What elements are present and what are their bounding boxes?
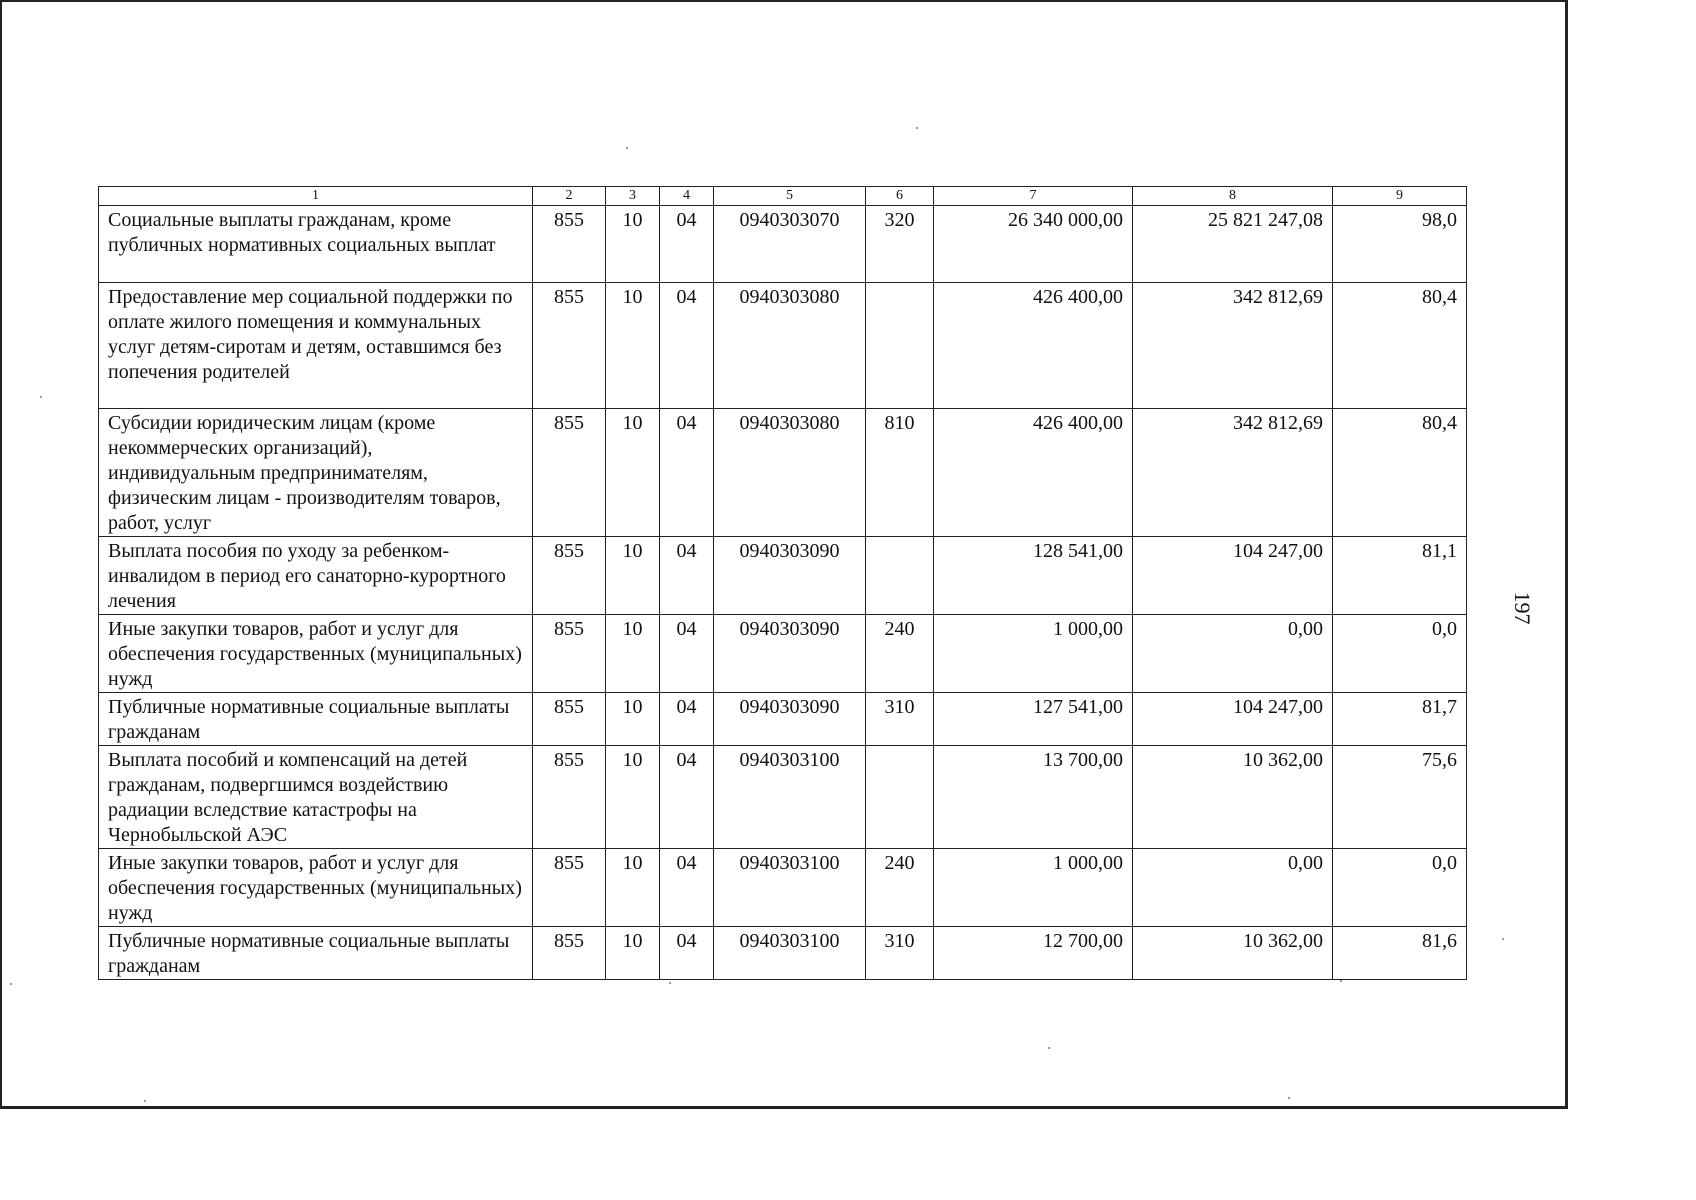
actual-amount: 104 247,00 (1133, 693, 1333, 746)
scan-speck (669, 982, 671, 984)
column-number: 9 (1333, 187, 1467, 206)
target-article-code: 0940303100 (714, 927, 866, 980)
column-number: 3 (606, 187, 660, 206)
scan-speck (10, 983, 12, 985)
subsection-code: 04 (660, 693, 714, 746)
column-number: 2 (533, 187, 606, 206)
expense-type-code (866, 746, 934, 849)
target-article-code: 0940303070 (714, 206, 866, 283)
section-code: 10 (606, 746, 660, 849)
column-number: 8 (1133, 187, 1333, 206)
target-article-code: 0940303100 (714, 746, 866, 849)
subsection-code: 04 (660, 206, 714, 283)
row-description: Публичные нормативные социальные выплаты гражданам (99, 927, 533, 980)
actual-amount: 0,00 (1133, 849, 1333, 927)
subsection-code: 04 (660, 409, 714, 537)
execution-percent: 0,0 (1333, 615, 1467, 693)
admin-code: 855 (533, 283, 606, 409)
scan-speck (1288, 1097, 1290, 1099)
section-code: 10 (606, 849, 660, 927)
actual-amount: 10 362,00 (1133, 927, 1333, 980)
subsection-code: 04 (660, 746, 714, 849)
admin-code: 855 (533, 927, 606, 980)
section-code: 10 (606, 615, 660, 693)
section-code: 10 (606, 537, 660, 615)
planned-amount: 426 400,00 (934, 283, 1133, 409)
execution-percent: 81,1 (1333, 537, 1467, 615)
scan-speck (626, 147, 628, 149)
scan-speck (40, 396, 42, 398)
planned-amount: 26 340 000,00 (934, 206, 1133, 283)
actual-amount: 10 362,00 (1133, 746, 1333, 849)
actual-amount: 0,00 (1133, 615, 1333, 693)
target-article-code: 0940303090 (714, 693, 866, 746)
table-row (99, 537, 1467, 615)
subsection-code: 04 (660, 283, 714, 409)
expense-type-code (866, 537, 934, 615)
column-number: 1 (99, 187, 533, 206)
column-number-row (99, 187, 1467, 206)
subsection-code: 04 (660, 537, 714, 615)
row-description: Предоставление мер социальной поддержки по оплате жилого помещения и коммунальных услуг детям-сиротам и детям, оставшимся без попечения родителей (99, 283, 533, 409)
row-description: Выплата пособий и компенсаций на детей гражданам, подвергшимся воздействию радиации вследствие катастрофы на Чернобыльской АЭС (99, 746, 533, 849)
row-description: Иные закупки товаров, работ и услуг для обеспечения государственных (муниципальных) нужд (99, 849, 533, 927)
planned-amount: 426 400,00 (934, 409, 1133, 537)
row-description: Социальные выплаты гражданам, кроме публичных нормативных социальных выплат (99, 206, 533, 283)
page-number: 197 (1510, 591, 1535, 625)
execution-percent: 75,6 (1333, 746, 1467, 849)
table-row (99, 283, 1467, 409)
column-number: 7 (934, 187, 1133, 206)
row-description: Иные закупки товаров, работ и услуг для обеспечения государственных (муниципальных) нужд (99, 615, 533, 693)
column-number: 5 (714, 187, 866, 206)
admin-code: 855 (533, 693, 606, 746)
target-article-code: 0940303080 (714, 283, 866, 409)
table-row (99, 927, 1467, 980)
execution-percent: 80,4 (1333, 409, 1467, 537)
expense-type-code: 310 (866, 927, 934, 980)
execution-percent: 80,4 (1333, 283, 1467, 409)
admin-code: 855 (533, 206, 606, 283)
planned-amount: 1 000,00 (934, 615, 1133, 693)
target-article-code: 0940303080 (714, 409, 866, 537)
planned-amount: 128 541,00 (934, 537, 1133, 615)
scan-speck (1048, 1047, 1050, 1049)
section-code: 10 (606, 927, 660, 980)
subsection-code: 04 (660, 849, 714, 927)
table-row (99, 746, 1467, 849)
expense-type-code: 810 (866, 409, 934, 537)
column-number: 4 (660, 187, 714, 206)
table-row (99, 206, 1467, 283)
expense-type-code: 240 (866, 615, 934, 693)
budget-table (98, 186, 1467, 980)
scan-speck (1502, 938, 1504, 940)
planned-amount: 127 541,00 (934, 693, 1133, 746)
execution-percent: 0,0 (1333, 849, 1467, 927)
scan-speck (1340, 980, 1342, 982)
section-code: 10 (606, 206, 660, 283)
table-row (99, 849, 1467, 927)
expense-type-code: 320 (866, 206, 934, 283)
admin-code: 855 (533, 849, 606, 927)
expense-type-code (866, 283, 934, 409)
execution-percent: 98,0 (1333, 206, 1467, 283)
table-row (99, 693, 1467, 746)
admin-code: 855 (533, 746, 606, 849)
subsection-code: 04 (660, 615, 714, 693)
section-code: 10 (606, 693, 660, 746)
execution-percent: 81,6 (1333, 927, 1467, 980)
planned-amount: 13 700,00 (934, 746, 1133, 849)
planned-amount: 1 000,00 (934, 849, 1133, 927)
subsection-code: 04 (660, 927, 714, 980)
table-row (99, 409, 1467, 537)
actual-amount: 342 812,69 (1133, 283, 1333, 409)
target-article-code: 0940303090 (714, 615, 866, 693)
row-description: Выплата пособия по уходу за ребенком-инвалидом в период его санаторно-курортного лечения (99, 537, 533, 615)
expense-type-code: 240 (866, 849, 934, 927)
actual-amount: 342 812,69 (1133, 409, 1333, 537)
admin-code: 855 (533, 537, 606, 615)
admin-code: 855 (533, 409, 606, 537)
row-description: Субсидии юридическим лицам (кроме некоммерческих организаций), индивидуальным предпринимателям, физическим лицам - производителям товаров, работ, услуг (99, 409, 533, 537)
column-number: 6 (866, 187, 934, 206)
scan-speck (916, 127, 918, 129)
admin-code: 855 (533, 615, 606, 693)
expense-type-code: 310 (866, 693, 934, 746)
planned-amount: 12 700,00 (934, 927, 1133, 980)
target-article-code: 0940303100 (714, 849, 866, 927)
section-code: 10 (606, 283, 660, 409)
actual-amount: 25 821 247,08 (1133, 206, 1333, 283)
row-description: Публичные нормативные социальные выплаты гражданам (99, 693, 533, 746)
scan-speck (144, 1100, 146, 1102)
execution-percent: 81,7 (1333, 693, 1467, 746)
section-code: 10 (606, 409, 660, 537)
target-article-code: 0940303090 (714, 537, 866, 615)
table-row (99, 615, 1467, 693)
actual-amount: 104 247,00 (1133, 537, 1333, 615)
